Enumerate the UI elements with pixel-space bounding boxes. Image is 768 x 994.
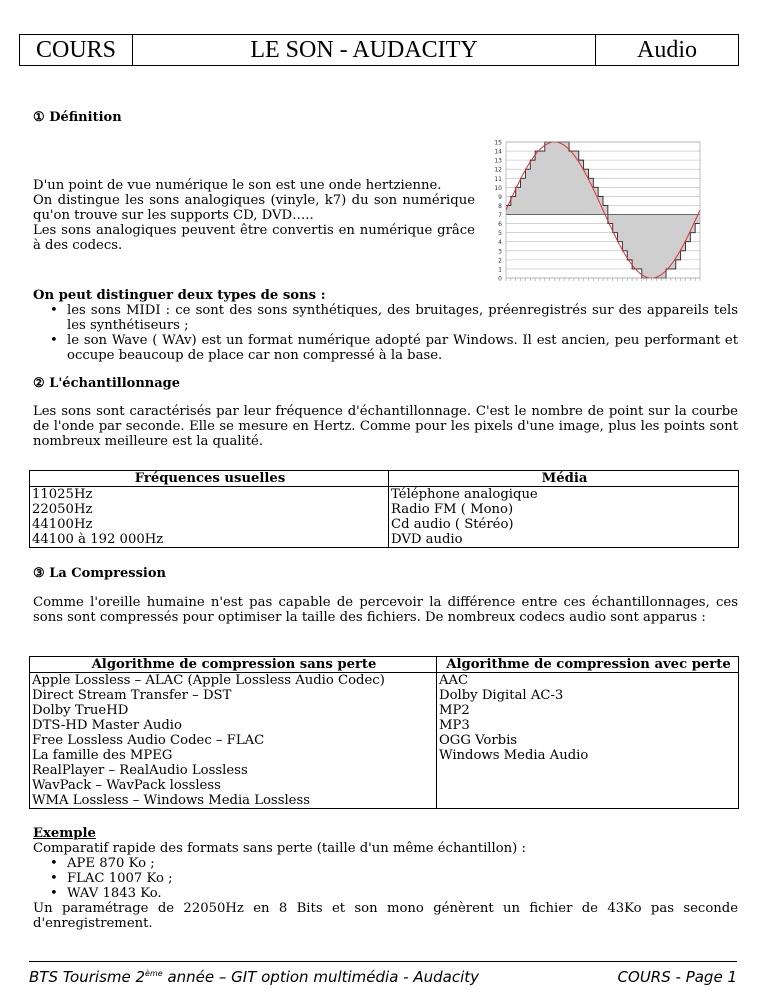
sound-types-title: On peut distinguer deux types de sons : (33, 288, 326, 303)
intro-line: Les sons analogiques peuvent être convertis en numérique grâce à des codecs. (33, 223, 475, 253)
y-tick-label: 2 (498, 257, 502, 265)
table-cell: OGG Vorbis (439, 733, 518, 748)
intro-line: D'un point de vue numérique le son est une onde hertzienne. (33, 178, 442, 193)
media-column (389, 487, 739, 548)
footer-text: BTS Tourisme 2 (29, 968, 146, 986)
table-cell: DTS-HD Master Audio (32, 718, 182, 733)
table-cell: DVD audio (391, 532, 463, 547)
table-cell: 11025Hz (32, 487, 93, 502)
table-cell: Dolby Digital AC-3 (439, 688, 564, 703)
section-sampling-heading (33, 376, 180, 391)
y-tick-label: 9 (498, 193, 502, 201)
y-tick-label: 12 (494, 166, 502, 174)
table-cell: WMA Lossless – Windows Media Lossless (32, 793, 311, 808)
section-definition-heading (33, 110, 122, 125)
footer-text: année – GIT option multimédia - Audacity (162, 968, 479, 986)
section-title: Définition (49, 110, 122, 125)
table-cell: 44100Hz (32, 517, 93, 532)
footer-page: COURS - Page 1 (617, 968, 737, 986)
y-tick-label: 0 (498, 275, 502, 283)
section-number: ① (33, 110, 45, 125)
section-compression-heading (33, 566, 166, 581)
table-cell: Dolby TrueHD (32, 703, 129, 718)
table-row (30, 487, 739, 548)
table-cell: Free Lossless Audio Codec – FLAC (32, 733, 265, 748)
footer-course (29, 968, 479, 986)
y-tick-label: 11 (494, 175, 502, 183)
section-title: L'échantillonnage (49, 376, 180, 391)
table-cell: AAC (439, 673, 469, 688)
section-number: ② (33, 376, 45, 391)
example-conclusion: Un paramétrage de 22050Hz en 8 Bits et son mono génèrent un fichier de 43Ko pas seconde d'enregistrement. (33, 901, 738, 931)
header-title: LE SON - AUDACITY (133, 35, 596, 65)
table-row (30, 673, 739, 809)
table-cell: Windows Media Audio (439, 748, 589, 763)
example-title: Exemple (33, 826, 96, 841)
table-cell: MP2 (439, 703, 470, 718)
section-title: La Compression (49, 566, 166, 581)
table-cell: Cd audio ( Stéréo) (391, 517, 514, 532)
y-tick-label: 10 (494, 184, 502, 192)
y-tick-label: 15 (494, 139, 502, 147)
list-item: • les sons MIDI : ce sont des sons synthétiques, des bruitages, préenregistrés sur des appareils tels les synthétiseurs ; (33, 303, 738, 333)
y-tick-label: 5 (498, 230, 502, 238)
y-tick-label: 14 (494, 148, 502, 156)
frequency-column (30, 487, 389, 548)
table-cell: MP3 (439, 718, 470, 733)
table-cell: 22050Hz (32, 502, 93, 517)
table-cell: 44100 à 192 000Hz (32, 532, 164, 547)
footer-sup: ème (145, 969, 163, 978)
y-tick-label: 13 (494, 157, 502, 165)
page-footer (29, 961, 737, 986)
compression-text: Comme l'oreille humaine n'est pas capable de percevoir la différence entre ces échantillonnages, ces sons sont compressés pour optimiser la taille des fichiers. De nombreux codecs audio sont apparus : (33, 595, 738, 625)
table-cell: WavPack – WavPack lossless (32, 778, 221, 793)
table-cell: RealPlayer – RealAudio Lossless (32, 763, 248, 778)
table-cell: La famille des MPEG (32, 748, 173, 763)
lossy-column (437, 673, 739, 809)
table-header: Algorithme de compression sans perte (30, 657, 437, 673)
lossless-column (30, 673, 437, 809)
table-cell: Radio FM ( Mono) (391, 502, 514, 517)
header-left: COURS (20, 35, 133, 65)
y-tick-label: 4 (498, 239, 502, 247)
example-line: Comparatif rapide des formats sans perte (taille d'un même échantillon) : (33, 841, 526, 856)
frequency-table (29, 470, 739, 548)
section-number: ③ (33, 566, 45, 581)
table-header: Média (389, 471, 739, 487)
list-item: • FLAC 1007 Ko ; (33, 871, 738, 886)
table-header: Fréquences usuelles (30, 471, 389, 487)
intro-text (33, 178, 475, 253)
sampling-figure (478, 136, 708, 286)
sound-types (33, 288, 738, 363)
header-bar (19, 34, 739, 66)
y-tick-label: 6 (498, 221, 502, 229)
table-cell: Téléphone analogique (391, 487, 538, 502)
list-item: • APE 870 Ko ; (33, 856, 738, 871)
list-item: • le son Wave ( WAv) est un format numérique adopté par Windows. Il est ancien, peu performant et occupe beaucoup de place car non compressé à la base. (33, 333, 738, 363)
intro-line: On distingue les sons analogiques (vinyle, k7) du son numérique qu'on trouve sur les supports CD, DVD….. (33, 193, 475, 223)
header-right: Audio (637, 36, 697, 63)
table-cell: Direct Stream Transfer – DST (32, 688, 232, 703)
y-tick-label: 7 (498, 212, 502, 220)
y-tick-label: 3 (498, 248, 502, 256)
table-cell: Apple Lossless – ALAC (Apple Lossless Audio Codec) (32, 673, 385, 688)
list-item: • WAV 1843 Ko. (33, 886, 738, 901)
codec-table (29, 656, 739, 809)
y-tick-label: 8 (498, 202, 502, 210)
table-header: Algorithme de compression avec perte (437, 657, 739, 673)
y-tick-label: 1 (498, 266, 502, 274)
sampling-text: Les sons sont caractérisés par leur fréquence d'échantillonnage. C'est le nombre de point sur la courbe de l'onde par seconde. Elle se mesure en Hertz. Comme pour les pixels d'une image, plus les points sont nombreux meilleure est la qualité. (33, 404, 738, 449)
example-block (33, 826, 738, 931)
